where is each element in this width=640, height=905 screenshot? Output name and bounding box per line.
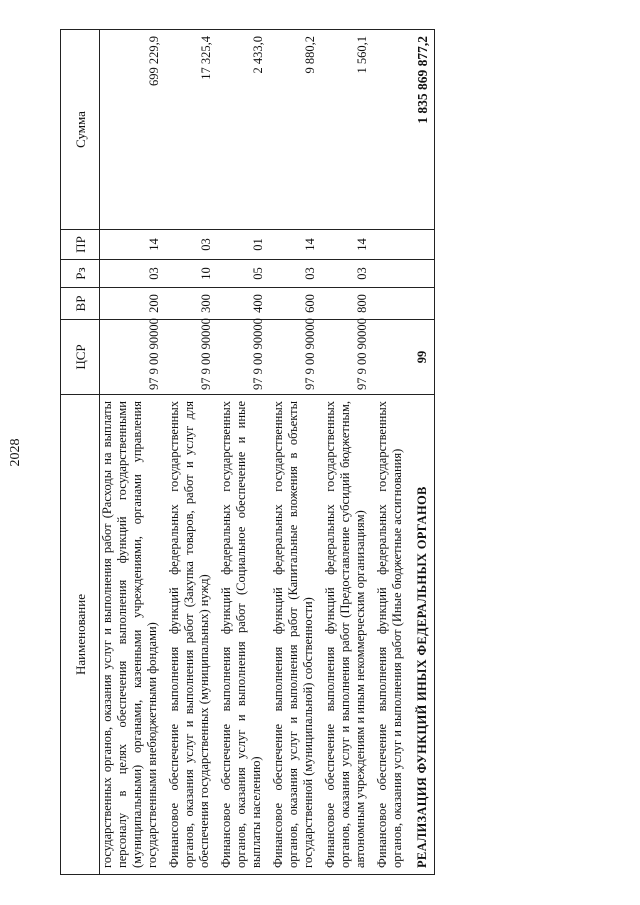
row-vr: 200 bbox=[100, 288, 165, 320]
row-vr: 600 bbox=[268, 288, 320, 320]
row-rz: 10 bbox=[164, 260, 216, 288]
row-pr bbox=[372, 230, 409, 260]
row-csr: 97 9 00 90000 bbox=[216, 320, 268, 395]
total-rz bbox=[409, 260, 435, 288]
row-pr: 14 bbox=[100, 230, 165, 260]
row-name: Финансовое обеспечение выполнения функций федеральных государственных органов, оказания услуг и выполнения работ (Социальное обеспечение и иные выплаты населению) bbox=[216, 395, 268, 875]
row-csr: 97 9 00 90000 bbox=[320, 320, 372, 395]
budget-table bbox=[60, 29, 435, 875]
row-rz: 03 bbox=[268, 260, 320, 288]
header-name: Наименование bbox=[61, 395, 100, 875]
row-pr: 14 bbox=[268, 230, 320, 260]
header-pr: ПР bbox=[61, 230, 100, 260]
table-row bbox=[320, 30, 372, 875]
row-name: Финансовое обеспечение выполнения функций федеральных государственных органов, оказания услуг и выполнения работ (Закупка товаров, работ и услуг для обеспечения государственных (муниципальных) нужд) bbox=[164, 395, 216, 875]
table-row bbox=[372, 30, 409, 875]
row-name: Финансовое обеспечение выполнения функций федеральных государственных органов, оказания услуг и выполнения работ (Предоставление субсидий бюджетным, автономным учреждениям и иным некоммерческим организациям) bbox=[320, 395, 372, 875]
row-name: государственных органов, оказания услуг и выполнения работ (Расходы на выплаты персоналу в целях обеспечения выполнения функций государственными (муниципальными) органами, казенными учреждениями, органами управления государственными внебюджетными фондами) bbox=[100, 395, 165, 875]
row-pr: 14 bbox=[320, 230, 372, 260]
row-vr: 400 bbox=[216, 288, 268, 320]
table-row bbox=[268, 30, 320, 875]
row-csr: 97 9 00 90000 bbox=[100, 320, 165, 395]
table-row bbox=[216, 30, 268, 875]
row-name: Финансовое обеспечение выполнения функций федеральных государственных органов, оказания услуг и выполнения работ (Иные бюджетные ассигнования) bbox=[372, 395, 409, 875]
row-rz: 03 bbox=[320, 260, 372, 288]
table-row bbox=[164, 30, 216, 875]
total-row bbox=[409, 30, 435, 875]
row-csr: 97 9 00 90000 bbox=[268, 320, 320, 395]
row-sum: 9 880,2 bbox=[268, 30, 320, 230]
header-vr: ВР bbox=[61, 288, 100, 320]
row-vr: 300 bbox=[164, 288, 216, 320]
row-rz: 05 bbox=[216, 260, 268, 288]
row-sum: 2 433,0 bbox=[216, 30, 268, 230]
row-pr: 01 bbox=[216, 230, 268, 260]
row-rz bbox=[372, 260, 409, 288]
total-pr bbox=[409, 230, 435, 260]
total-name: РЕАЛИЗАЦИЯ ФУНКЦИЙ ИНЫХ ФЕДЕРАЛЬНЫХ ОРГАНОВ bbox=[409, 395, 435, 875]
row-sum bbox=[372, 30, 409, 230]
header-rz: Рз bbox=[61, 260, 100, 288]
row-csr: 97 9 00 90000 bbox=[164, 320, 216, 395]
total-vr bbox=[409, 288, 435, 320]
total-sum: 1 835 869 877,2 bbox=[409, 30, 435, 230]
row-name: Финансовое обеспечение выполнения функций федеральных государственных органов, оказания услуг и выполнения работ (Капитальные вложения в объекты государственной (муниципальной) собственности) bbox=[268, 395, 320, 875]
header-sum: Сумма bbox=[61, 30, 100, 230]
row-vr bbox=[372, 288, 409, 320]
row-sum: 1 560,1 bbox=[320, 30, 372, 230]
row-vr: 800 bbox=[320, 288, 372, 320]
row-sum: 17 325,4 bbox=[164, 30, 216, 230]
total-csr: 99 bbox=[409, 320, 435, 395]
row-rz: 03 bbox=[100, 260, 165, 288]
header-csr: ЦСР bbox=[61, 320, 100, 395]
table-row bbox=[100, 30, 165, 875]
page-number: 2028 bbox=[8, 438, 23, 467]
table-header-row bbox=[61, 30, 100, 875]
row-sum: 699 229,9 bbox=[100, 30, 165, 230]
row-csr bbox=[372, 320, 409, 395]
row-pr: 03 bbox=[164, 230, 216, 260]
